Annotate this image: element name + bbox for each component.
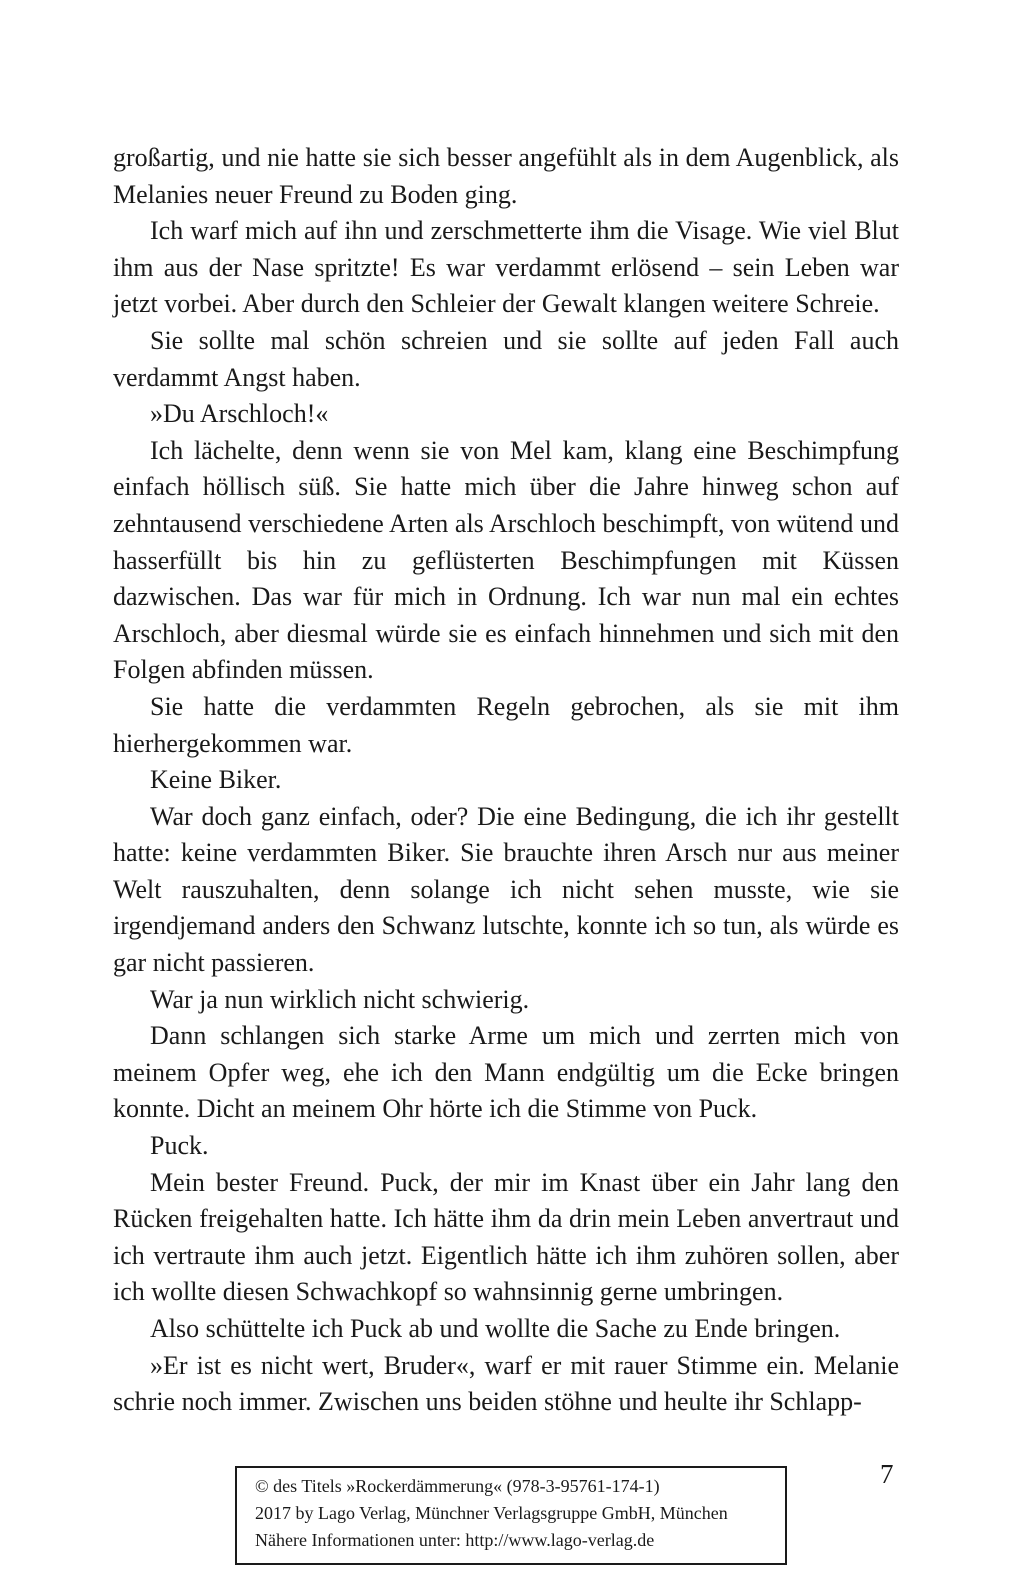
- paragraph: Puck.: [150, 1131, 209, 1161]
- copyright-publisher-line: 2017 by Lago Verlag, Münchner Verlagsgruppe GmbH, München: [255, 1503, 728, 1523]
- paragraph: Keine Biker.: [150, 765, 282, 795]
- paragraph: Also schüttelte ich Puck ab und wollte die Sache zu Ende bringen.: [150, 1314, 841, 1343]
- paragraph: »Er ist es nicht wert, Bruder«, warf er mit rauer Stimme ein. Melanie schrie noch immer. Zwischen uns beiden stöhne und heulte ihr Schlapp-: [113, 1350, 899, 1417]
- paragraph: großartig, und nie hatte sie sich besser angefühlt als in dem Augenblick, als Melanies neuer Freund zu Boden ging.: [113, 143, 899, 209]
- copyright-notice-box: [235, 1466, 787, 1565]
- paragraph: Ich warf mich auf ihn und zerschmetterte ihm die Visage. Wie viel Blut ihm aus der Nase spritzte! Es war verdammt erlösend – sein Leben war jetzt vorbei. Aber durch den Schleier der Gewalt klangen weitere Schreie.: [113, 216, 899, 319]
- paragraph: War ja nun wirklich nicht schwierig.: [150, 984, 530, 1014]
- book-text-body: [113, 140, 899, 1421]
- paragraph: Sie sollte mal schön schreien und sie sollte auf jeden Fall auch verdammt Angst haben.: [113, 325, 899, 392]
- paragraph: Dann schlangen sich starke Arme um mich und zerrten mich von meinem Opfer weg, ehe ich den Mann endgültig um die Ecke bringen konnte. Dicht an meinem Ohr hörte ich die Stimme von Puck.: [113, 1021, 899, 1124]
- paragraph: Sie hatte die verdammten Regeln gebrochen, als sie mit ihm hierhergekommen war.: [113, 691, 899, 758]
- paragraph: Mein bester Freund. Puck, der mir im Knast über ein Jahr lang den Rücken freigehalten hatte. Ich hätte ihm da drin mein Leben anvertraut und ich vertraute ihm auch jetzt. Eigentlich hätte ich ihm zuhören sollen, aber ich wollte diesen Schwachkopf so wahnsinnig gerne umbringen.: [113, 1167, 899, 1307]
- paragraph: »Du Arschloch!«: [150, 399, 329, 429]
- paragraph: War doch ganz einfach, oder? Die eine Bedingung, die ich ihr gestellt hatte: keine verdammten Biker. Sie brauchte ihren Arsch nur aus meiner Welt rauszuhalten, denn solange ich nicht sehen musste, wie sie irgendjemand anders den Schwanz lutschte, konnte ich so tun, als würde es gar nicht passieren.: [113, 801, 899, 978]
- paragraph: Ich lächelte, denn wenn sie von Mel kam, klang eine Beschimpfung einfach höllisch süß. Sie hatte mich über die Jahre hinweg schon auf zehntausend verschiedene Arten als Arschloch beschimpft, von wütend und hasserfüllt bis hin zu geflüsterten Beschimpfungen mit Küssen dazwischen. Das war für mich in Ordnung. Ich war nun mal ein echtes Arschloch, aber diesmal würde sie es einfach hinnehmen und sich mit den Folgen abfinden müssen.: [113, 435, 899, 685]
- copyright-title-line: © des Titels »Rockerdämmerung« (978-3-95761-174-1): [255, 1476, 660, 1496]
- page-number: 7: [880, 1459, 894, 1489]
- copyright-info-line: Nähere Informationen unter: http://www.lago-verlag.de: [255, 1530, 655, 1550]
